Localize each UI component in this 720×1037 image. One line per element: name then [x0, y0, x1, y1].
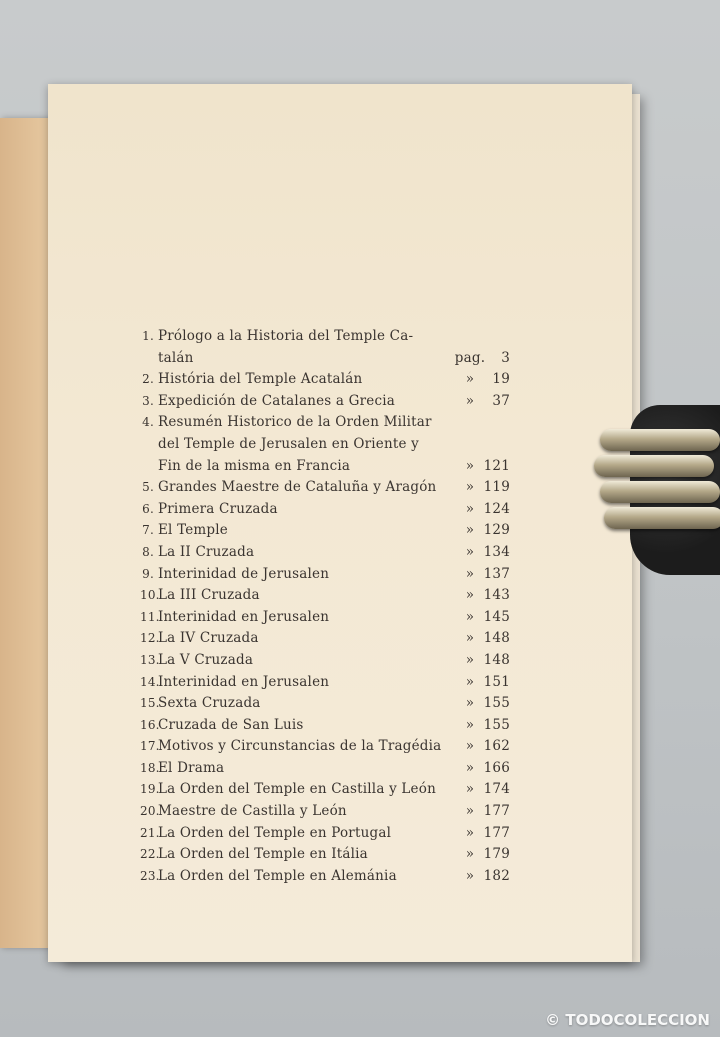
- toc-entry-title: La Orden del Temple en Itália: [158, 846, 368, 863]
- toc-entry-title: História del Temple Acatalán: [158, 371, 363, 388]
- toc-entry-line: [140, 844, 510, 866]
- clip-finger: [600, 481, 720, 503]
- toc-entry-number: 1.: [142, 329, 154, 343]
- toc-entry-line: [140, 650, 510, 672]
- toc-entry-title: Maestre de Castilla y León: [158, 803, 347, 820]
- toc-entry-marker: »: [465, 587, 475, 604]
- toc-entry-page: 19: [492, 371, 510, 388]
- toc-entry-title: Expedición de Catalanes a Grecia: [158, 392, 395, 409]
- toc-entry-title: La IV Cruzada: [158, 630, 259, 647]
- toc-entry-title: talán: [158, 349, 194, 366]
- toc-entry-number: 14.: [140, 674, 160, 689]
- toc-entry-number: 21.: [140, 825, 160, 840]
- toc-entry-marker: »: [465, 522, 475, 539]
- toc-entry-line: [140, 801, 510, 823]
- toc-entry-page: 134: [483, 543, 510, 560]
- toc-entry-title: Motivos y Circunstancias de la Tragédia: [158, 738, 442, 755]
- toc-entry-marker: »: [465, 500, 475, 517]
- toc-entry-line: [140, 348, 510, 370]
- toc-entry-page: 145: [483, 608, 510, 625]
- toc-entry-title: La Orden del Temple en Portugal: [158, 824, 392, 841]
- toc-entry-line: [140, 499, 510, 521]
- toc-entry-marker: »: [465, 803, 475, 820]
- toc-entry-marker: »: [465, 392, 475, 409]
- toc-entry-page: 166: [483, 759, 510, 776]
- toc-entry-marker: »: [465, 738, 475, 755]
- toc-entry-page: 121: [483, 457, 510, 474]
- toc-entry-page: 119: [483, 479, 510, 496]
- toc-entry-marker: »: [465, 846, 475, 863]
- toc-entry-page: 37: [492, 392, 510, 409]
- toc-entry-page: 148: [483, 651, 510, 668]
- toc-entry-line: [140, 715, 510, 737]
- toc-entry-line: [140, 628, 510, 650]
- toc-entry-title: Fin de la misma en Francia: [158, 457, 351, 474]
- toc-entry-marker: »: [465, 479, 475, 496]
- toc-entry-title: Cruzada de San Luis: [158, 716, 304, 733]
- toc-entry-page: 174: [483, 781, 510, 798]
- toc-entry-title: Interinidad de Jerusalen: [158, 565, 330, 582]
- toc-entry-line: [140, 866, 510, 888]
- toc-entry-page: 124: [483, 500, 510, 517]
- toc-entry-number: 12.: [140, 631, 160, 646]
- toc-entry-title: Sexta Cruzada: [158, 695, 261, 712]
- toc-entry-page: 148: [483, 630, 510, 647]
- toc-entry-page: 179: [483, 846, 510, 863]
- toc-entry-marker: »: [465, 543, 475, 560]
- toc-entry-page: 137: [483, 565, 510, 582]
- toc-entry-page: 182: [483, 867, 510, 884]
- toc-entry-title: La II Cruzada: [158, 543, 255, 560]
- toc-entry-number: 15.: [140, 696, 160, 711]
- toc-entry-page: 151: [483, 673, 510, 690]
- toc-entry-marker: »: [465, 673, 475, 690]
- toc-entry-line: [140, 542, 510, 564]
- toc-entry-marker: »: [465, 695, 475, 712]
- toc-entry-marker: »: [465, 651, 475, 668]
- toc-entry-title: El Drama: [158, 759, 225, 776]
- toc-entry-number: 3.: [142, 393, 154, 408]
- toc-entry-number: 4.: [142, 415, 154, 430]
- toc-entry-marker: »: [465, 716, 475, 733]
- toc-entry-number: 2.: [142, 372, 154, 387]
- table-of-contents: [140, 326, 510, 887]
- toc-entry-number: 8.: [142, 544, 154, 559]
- toc-entry-page: 162: [483, 738, 510, 755]
- toc-entry-line: [140, 456, 510, 478]
- toc-entry-marker: »: [465, 565, 475, 582]
- toc-entry-line: [140, 758, 510, 780]
- toc-entry-page: 3: [501, 349, 510, 366]
- toc-entry-line: [140, 585, 510, 607]
- toc-entry-number: 6.: [142, 501, 154, 516]
- toc-entry-title: La III Cruzada: [158, 587, 260, 604]
- toc-entry-title: Interinidad en Jerusalen: [158, 608, 330, 625]
- toc-entry-number: 22.: [140, 847, 160, 862]
- toc-entry-title: La Orden del Temple en Castilla y León: [158, 781, 436, 798]
- toc-entry-number: 11.: [140, 609, 160, 624]
- toc-entry-line: [140, 693, 510, 715]
- toc-entry-page: 155: [483, 695, 510, 712]
- toc-entry-line: [140, 477, 510, 499]
- clip-finger: [604, 507, 720, 529]
- toc-entry-line: [140, 823, 510, 845]
- clip-finger: [600, 429, 720, 451]
- toc-entry-title: Interinidad en Jerusalen: [158, 673, 330, 690]
- toc-entry-page: 155: [483, 716, 510, 733]
- toc-entry-marker: »: [465, 457, 475, 474]
- toc-entry-title: del Temple de Jerusalen en Oriente y: [158, 435, 419, 452]
- toc-entry-number: 19.: [140, 782, 160, 797]
- toc-entry-line: [140, 520, 510, 542]
- toc-entry-page: 143: [483, 587, 510, 604]
- toc-entry-title: La Orden del Temple en Alemánia: [158, 867, 397, 884]
- toc-entry-page: 129: [483, 522, 510, 539]
- clip-finger: [594, 455, 714, 477]
- toc-entry-line: [140, 607, 510, 629]
- toc-entry-marker: »: [465, 759, 475, 776]
- toc-entry-line: [140, 434, 510, 456]
- toc-entry-title: Grandes Maestre de Cataluña y Aragón: [158, 479, 437, 496]
- toc-entry-line: [140, 369, 510, 391]
- toc-entry-marker: pag.: [454, 349, 486, 366]
- toc-entry-number: 18.: [140, 760, 160, 775]
- toc-entry-number: 16.: [140, 717, 160, 732]
- toc-entry-number: 7.: [142, 523, 154, 538]
- toc-entry-page: 177: [483, 824, 510, 841]
- toc-entry-number: 20.: [140, 804, 160, 819]
- metal-clip: [600, 405, 720, 575]
- toc-entry-number: 13.: [140, 652, 160, 667]
- toc-entry-line: [140, 672, 510, 694]
- toc-entry-marker: »: [465, 630, 475, 647]
- toc-entry-page: 177: [483, 803, 510, 820]
- toc-entry-line: [140, 736, 510, 758]
- toc-entry-title: Prólogo a la Historia del Temple Ca-: [158, 328, 414, 344]
- toc-entry-line: [140, 564, 510, 586]
- toc-entry-title: La V Cruzada: [158, 651, 254, 668]
- toc-entry-line: [140, 391, 510, 413]
- toc-entry-number: 5.: [142, 480, 154, 495]
- toc-entry-title: El Temple: [158, 522, 228, 539]
- toc-entry-marker: »: [465, 867, 475, 884]
- toc-entry-marker: »: [465, 371, 475, 388]
- toc-entry-marker: »: [465, 608, 475, 625]
- toc-entry-line: [140, 779, 510, 801]
- toc-entry-number: 17.: [140, 739, 160, 754]
- toc-entry-marker: »: [465, 824, 475, 841]
- toc-entry-marker: »: [465, 781, 475, 798]
- toc-entry-number: 23.: [140, 868, 160, 883]
- toc-entry-title: Primera Cruzada: [158, 500, 278, 517]
- toc-entry-number: 10.: [140, 588, 160, 603]
- toc-entry-line: [140, 412, 510, 434]
- toc-entry-line: [140, 326, 510, 348]
- watermark: © TODOCOLECCION: [545, 1011, 710, 1029]
- toc-entry-title: Resumén Historico de la Orden Militar: [158, 414, 432, 431]
- toc-entry-number: 9.: [142, 566, 154, 581]
